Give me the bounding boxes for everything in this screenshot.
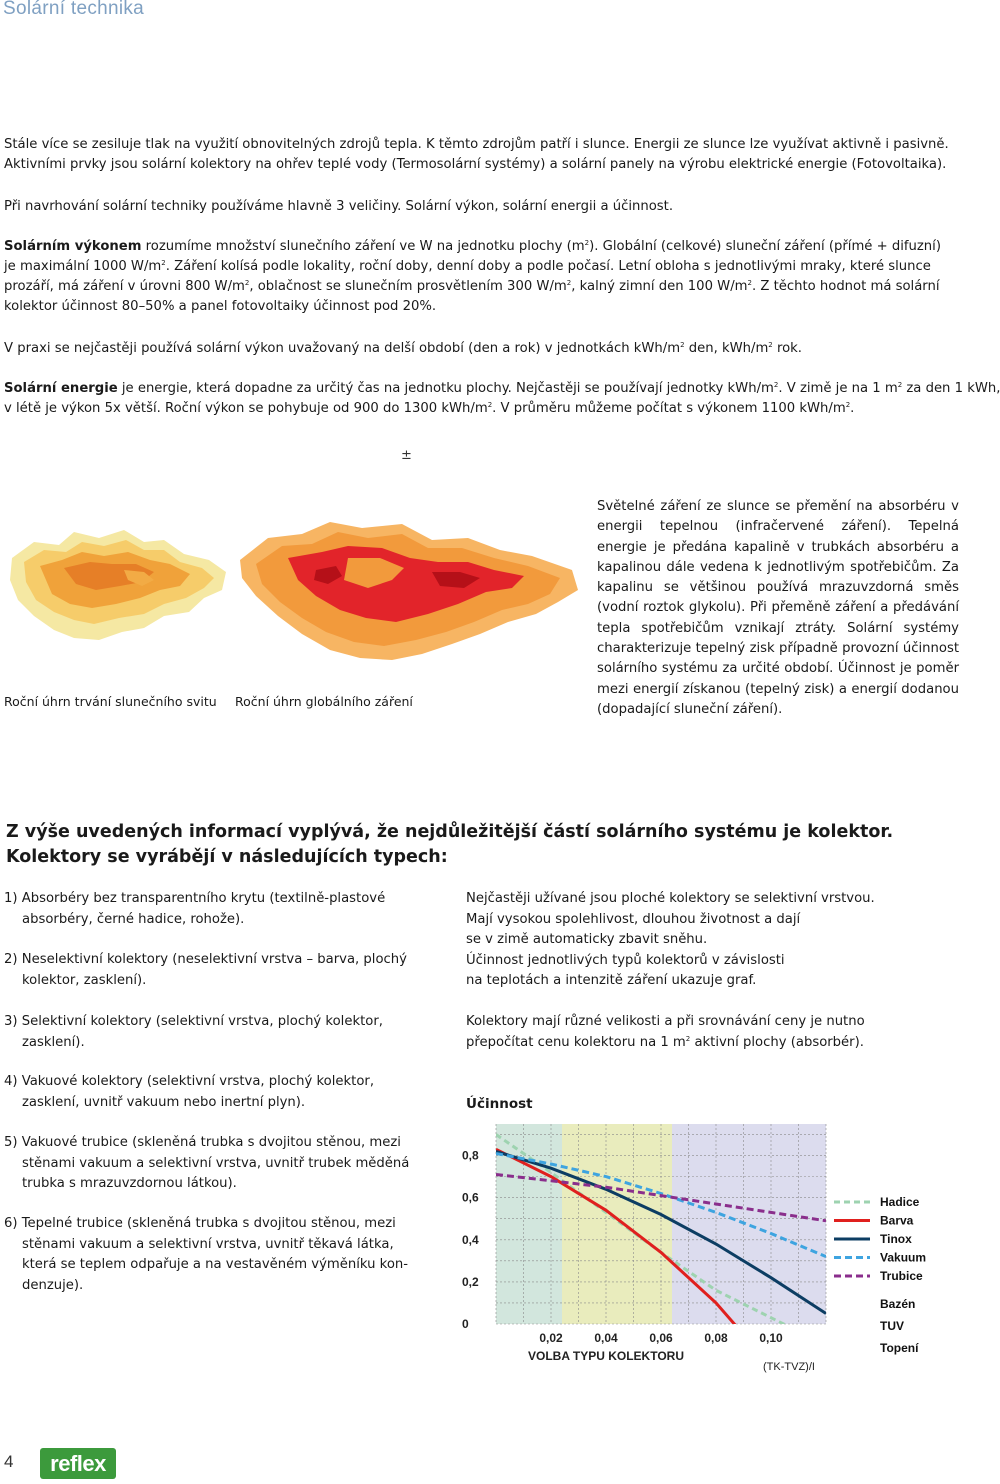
note-line [466, 1033, 946, 1054]
note-line: Účinnost jednotlivých typů kolektorů v závislosti [466, 952, 785, 968]
map-caption-radiation: Roční úhrn globálního záření [235, 694, 413, 709]
power-text: je maximální 1000 W/m [4, 259, 162, 274]
power-text: . Záření kolísá podle lokality, roční doby, denní doby a podle počasí. Letní obloha s jednotlivými mraky, které slunce [165, 259, 931, 274]
sup: 2 [768, 341, 773, 349]
note-line: na teplotách a intenzitě záření ukazuje graf. [466, 973, 757, 988]
page-number: 4 [4, 1452, 14, 1471]
sup: 2 [566, 279, 572, 287]
sup: 2 [897, 381, 903, 389]
power-term: Solárním výkonem [4, 239, 142, 254]
power-text: , oblačnost se slunečním prosvětlením 300 W/m [249, 279, 567, 294]
list-item-line: 2) Neselektivní kolektory (neselektivní vrstva – barva, plochý [4, 952, 407, 967]
sup: 2 [845, 401, 851, 409]
energy-text: je energie, která dopadne za určitý čas na jednotku plochy. Nejčastěji se používají jednotky kWh/m [117, 381, 774, 396]
band-label-tuv: TUV [880, 1319, 904, 1333]
legend-label-tinox: Tinox [880, 1232, 912, 1246]
intro-line-2: Aktivními prvky jsou solární kolektory na ohřev teplé vody (Termosolární systémy) a solární panely na výrobu elektrické energie (Fotovoltaika). [4, 157, 947, 172]
sup: 2 [584, 239, 590, 247]
global-radiation-map [232, 518, 584, 670]
collector-types-heading: Z výše uvedených informací vyplývá, že nejdůležitější částí solárního systému je kolektor. Kolektory se vyrábějí v následujících typech: [6, 822, 894, 867]
sup: 2 [680, 341, 685, 349]
x-axis-label: VOLBA TYPU KOLEKTORU [527, 1349, 685, 1363]
efficiency-chart [440, 1110, 955, 1375]
list-item-line: 4) Vakuové kolektory (selektivní vrstva, plochý kolektor, [4, 1074, 375, 1089]
reflex-logo: reflex [40, 1448, 116, 1479]
power-text: ). Globální (celkové) sluneční záření (přímé + difuzní) [589, 239, 941, 254]
list-item-line: denzuje). [22, 1277, 84, 1293]
list-item-line: stěnami vakuum a selektivní vrstva, uvnitř těkavá látka, [22, 1236, 394, 1252]
intro-line-3 [4, 197, 673, 217]
y-tick-label: 0 [462, 1317, 469, 1331]
list-item [4, 1214, 444, 1296]
x-axis-unit-label: (TK-TVZ)/I [763, 1361, 815, 1373]
legend-label-trubice: Trubice [880, 1269, 923, 1283]
energy-text: v létě je výkon 5x větší. Roční výkon se pohybuje od 900 do 1300 kWh/m [4, 401, 488, 416]
x-tick-label: 0,10 [759, 1331, 783, 1345]
map-caption-sunshine: Roční úhrn trvání slunečního svitu [4, 694, 217, 709]
legend-label-vakuum: Vakuum [880, 1250, 927, 1265]
power-line-2 [4, 257, 931, 277]
practice-text: V praxi se nejčastěji používá solární výkon uvažovaný na delší období (den a rok) v jednotkách kWh/m [4, 341, 681, 356]
power-line-1 [4, 237, 941, 257]
sup: 2 [685, 1034, 691, 1043]
power-line-4: kolektor účinnost 80–50% a panel fotovoltaiky účinnost pod 20%. [4, 299, 437, 314]
power-text: , kalný zimní den 100 W/m [571, 279, 748, 294]
power-line-3 [4, 277, 940, 297]
band-label-bazén: Bazén [880, 1297, 916, 1311]
page-title: Solární technika [3, 0, 145, 19]
note-text: aktivní plochy (absorbér). [690, 1034, 864, 1050]
list-item-line: stěnami vakuum a selektivní vrstva, uvnitř trubek měděná [22, 1155, 410, 1171]
intro-line-1: Stále více se zesiluje tlak na využití obnovitelných zdrojů tepla. K těmto zdrojům patří i slunce. Energii ze slunce lze využívat aktivně i pasivně. [4, 137, 949, 152]
band-label-topení: Topení [880, 1341, 919, 1355]
legend-label-hadice: Hadice [880, 1195, 920, 1209]
list-item [4, 1133, 444, 1195]
practice-text: rok. [772, 341, 802, 356]
note-line: Kolektory mají různé velikosti a při srovnávání ceny je nutno [466, 1014, 865, 1029]
y-tick-label: 0,4 [462, 1232, 479, 1247]
list-item [4, 1072, 444, 1113]
list-item [4, 950, 444, 991]
band-topení [672, 1124, 826, 1324]
sup: 2 [161, 259, 166, 267]
power-text: prozáří, má záření v úrovni 800 W/m [4, 279, 245, 294]
list-item-line: 1) Absorbéry bez transparentního krytu (textilně-plastové [4, 891, 386, 906]
list-item-line: 6) Tepelné trubice (skleněná trubka s dvojitou stěnou, mezi [4, 1216, 396, 1231]
sunshine-duration-map [4, 520, 229, 655]
energy-text: . [850, 401, 855, 416]
list-item-line: zasklení). [22, 1034, 85, 1050]
energy-term: Solární energie [4, 381, 118, 396]
absorber-description: Světelné záření ze slunce se přemění na absorbéru v energii tepelnou (infračervené záření). Tepelná energie je předána kapalině v trubkách absorbéru a kapalinou dále vedena k jednotlivým spotřebičům. Za kapalinu se většinou používá mrazuvzdorná směs (vodní roztok glykolu). Při přeměně záření a předávání tepla spotřebičům vznikají ztráty. Solární systémy charakterizuje tepelný zisk případně provozní účinnost solárního systému za určité období. Účinnost je poměr mezi energií získanou (tepelný zisk) a energií dodanou (dopadající sluneční záření). [597, 499, 959, 717]
intro-quantities-list: Solární výkon, solární energii a účinnost. [401, 199, 674, 214]
price-note [466, 1012, 946, 1053]
energy-line-1 [4, 379, 1000, 399]
legend-label-barva: Barva [880, 1213, 914, 1228]
intro-quantities-lead: Při navrhování solární techniky používáme hlavně 3 veličiny. [4, 199, 402, 214]
list-item [4, 889, 444, 930]
plus-minus-sign: ± [401, 448, 412, 463]
list-item-line: 5) Vakuové trubice (skleněná trubka s dvojitou stěnou, mezi [4, 1135, 401, 1150]
list-item [4, 1012, 444, 1053]
list-item-line: kolektor, zasklení). [22, 972, 147, 988]
note-text: přepočítat cenu kolektoru na 1 m [466, 1034, 686, 1050]
sup: 2 [487, 401, 493, 409]
x-tick-label: 0,08 [704, 1331, 728, 1345]
chart-title: Účinnost [466, 1096, 533, 1112]
collector-notes [466, 889, 946, 992]
x-tick-label: 0,02 [539, 1331, 563, 1345]
list-item-line: 3) Selektivní kolektory (selektivní vrstva, plochý kolektor, [4, 1014, 383, 1029]
sup: 2 [747, 279, 752, 287]
power-text: rozumíme množství slunečního záření ve W na jednotku plochy (m [141, 239, 585, 254]
note-line: se v zimě automaticky zbavit sněhu. [466, 932, 708, 947]
note-line: Nejčastěji užívané jsou ploché kolektory se selektivní vrstvou. [466, 891, 875, 906]
list-item-line: absorbéry, černé hadice, rohože). [22, 911, 245, 927]
x-tick-label: 0,06 [649, 1331, 673, 1345]
practice-text: den, kWh/m [684, 341, 769, 356]
y-tick-label: 0,8 [462, 1148, 479, 1163]
energy-text: . V průměru můžeme počítat s výkonem 1100 kWh/m [492, 401, 846, 416]
energy-line-2 [4, 399, 854, 419]
list-item-line: trubka s mrazuvzdornou látkou). [22, 1176, 237, 1191]
practice-line [4, 339, 802, 359]
list-item-line: která se teplem odpařuje a na vestavěném výměníku kon- [22, 1257, 408, 1272]
y-tick-label: 0,6 [462, 1190, 479, 1205]
energy-text: . V zimě je na 1 m [778, 381, 898, 396]
y-tick-label: 0,2 [462, 1274, 479, 1289]
power-text: . Z těchto hodnot má solární [751, 279, 940, 294]
sup: 2 [244, 279, 250, 287]
x-tick-label: 0,04 [594, 1331, 618, 1345]
list-item-line: zasklení, uvnitř vakuum nebo inertní plyn). [22, 1094, 306, 1110]
sup: 2 [773, 381, 779, 389]
note-line: Mají vysokou spolehlivost, dlouhou životnost a dají [466, 911, 801, 927]
energy-text: za den 1 kWh, [902, 381, 1000, 396]
